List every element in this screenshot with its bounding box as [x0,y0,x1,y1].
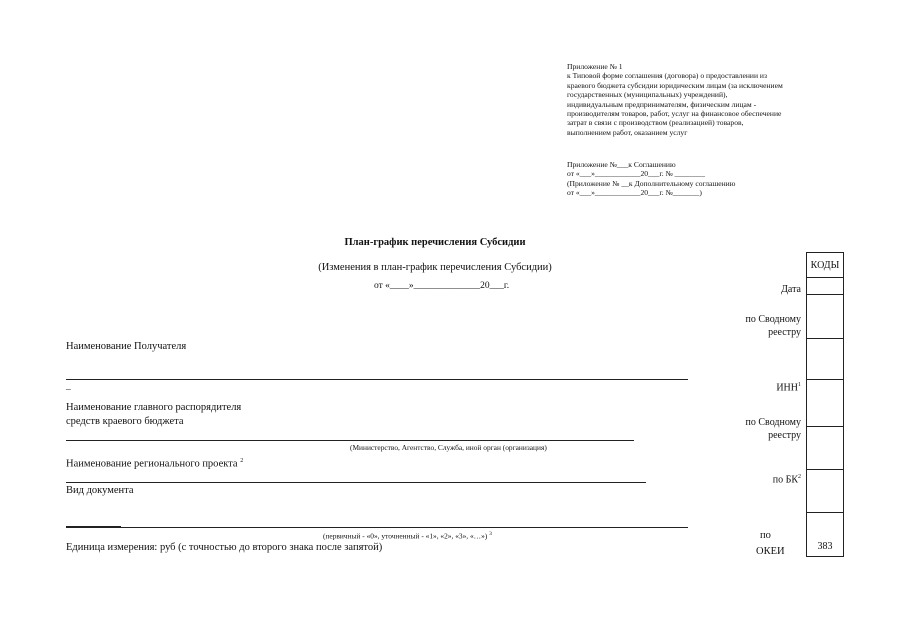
appendix-line: краевого бюджета субсидии юридическим лицам (за исключением [567,80,783,90]
project-label-sup: 2 [240,458,244,464]
project-line[interactable] [66,482,646,483]
agreement-line: Приложение №___к Соглашению [567,160,676,169]
doc-type-note-sup: 3 [489,531,492,537]
recipient-label: Наименование Получателя [66,341,187,352]
codes-table [806,252,844,557]
label-inn [776,379,801,394]
label-okei-1: по [760,530,771,541]
code-cell-svod1[interactable] [807,295,844,339]
label-inn-sup: 1 [798,382,801,388]
code-cell-blank[interactable] [807,339,844,380]
appendix-block [567,62,783,137]
agreement-line: (Приложение № __к Дополнительному соглашению [567,178,736,188]
appendix-line: производителям товаров, работ, услуг на финансовое обеспечение [567,109,782,119]
code-cell-date[interactable] [807,278,844,295]
code-cell-bk[interactable] [807,470,844,513]
codes-header: КОДЫ [807,253,844,278]
gr-main-note: (Министерство, Агентство, Служба, иной орган (организация) [350,443,547,452]
dash-mark: – [66,385,71,395]
code-cell-inn[interactable] [807,380,844,427]
agreement-line: от «___»____________20___г. №_______) [567,188,702,198]
gr-main-line[interactable] [66,440,634,441]
okei-value: 383 [817,541,833,552]
appendix-line: выполнением работ, оказанием услуг [567,127,688,137]
label-svod1: по Сводному реестру [745,314,801,338]
label-inn-text: ИНН [776,382,798,394]
doc-type-line[interactable] [66,527,688,528]
doc-type-line-bold [66,526,121,528]
appendix-line: к Типовой форме соглашения (договора) о предоставлении из [567,71,767,81]
date-line: от «____»______________20___г. [374,281,510,291]
label-okei-2: ОКЕИ [756,546,785,557]
label-bk-sup: 2 [798,474,801,480]
label-date: Дата [781,284,801,295]
code-cell-svod2[interactable] [807,427,844,470]
gr-main-label-1: Наименование главного распорядителя [66,402,242,413]
project-label-text: Наименование регионального проекта [66,458,238,470]
page-subtitle: (Изменения в план-график перечисления Субсидии) [318,262,552,273]
appendix-line: государственных (муниципальных) учреждений), [567,90,728,100]
label-bk-text: по БК [772,474,798,486]
recipient-line[interactable] [66,379,688,380]
appendix-line: затрат в связи с производством (реализацией) товаров, [567,118,744,128]
gr-main-label-2: средств краевого бюджета [66,416,184,427]
agreement-block [567,160,735,198]
code-cell-okei[interactable] [807,513,844,557]
label-bk [773,471,801,486]
unit-label: Единица измерения: руб (с точностью до второго знака после запятой) [66,542,383,553]
agreement-line: от «___»____________20___г. № ________ [567,169,706,179]
page-title: План-график перечисления Субсидии [344,237,526,248]
appendix-line: индивидуальным предпринимателям, физическим лицам - [567,99,757,109]
doc-type-label: Вид документа [66,485,134,496]
project-label [66,458,243,470]
label-svod2: по Сводному реестру [745,417,801,441]
doc-type-note-text: (первичный - «0», уточненный - «1», «2», «3», «…») [323,531,488,541]
appendix-line: Приложение № 1 [567,62,623,71]
doc-type-note [323,531,492,540]
